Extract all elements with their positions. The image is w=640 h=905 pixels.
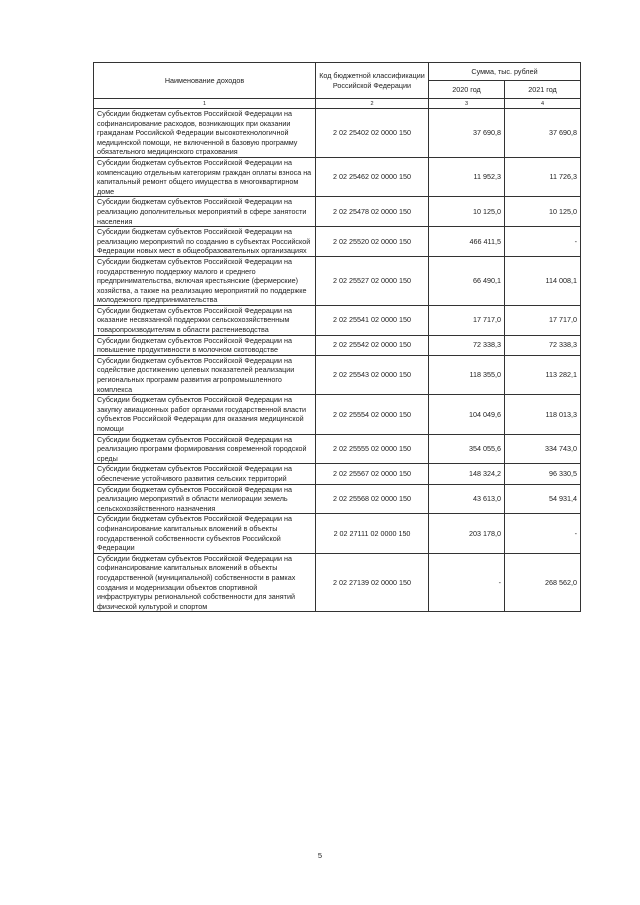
sum-2020: 43 613,0 [429,484,505,514]
budget-code: 2 02 27111 02 0000 150 [316,514,429,553]
table-row [94,514,581,553]
sum-2021: 10 125,0 [505,197,581,227]
budget-code: 2 02 25554 02 0000 150 [316,395,429,434]
budget-code: 2 02 25402 02 0000 150 [316,109,429,158]
revenue-name: Субсидии бюджетам субъектов Российской Федерации на повышение продуктивности в молочном скотоводстве [94,335,316,355]
header-code: Код бюджетной классификации Российской Федерации [316,63,429,99]
table-row [94,553,581,612]
revenue-name: Субсидии бюджетам субъектов Российской Федерации на реализацию дополнительных мероприятий в сфере занятости населения [94,197,316,227]
table-row [94,464,581,484]
budget-code: 2 02 25520 02 0000 150 [316,227,429,257]
budget-code: 2 02 25541 02 0000 150 [316,305,429,335]
revenue-name: Субсидии бюджетам субъектов Российской Федерации на оказание несвязанной поддержки сельскохозяйственным товаропроизводителям в области растениеводства [94,305,316,335]
budget-code: 2 02 25542 02 0000 150 [316,335,429,355]
sum-2020: 203 178,0 [429,514,505,553]
budget-code: 2 02 27139 02 0000 150 [316,553,429,612]
budget-code: 2 02 25555 02 0000 150 [316,434,429,464]
sum-2021: 268 562,0 [505,553,581,612]
sum-2021: 11 726,3 [505,157,581,196]
budget-code: 2 02 25527 02 0000 150 [316,256,429,305]
table-row [94,355,581,394]
sum-2021: - [505,514,581,553]
budget-code: 2 02 25568 02 0000 150 [316,484,429,514]
revenue-name: Субсидии бюджетам субъектов Российской Федерации на обеспечение устойчивого развития сельских территорий [94,464,316,484]
budget-code: 2 02 25543 02 0000 150 [316,355,429,394]
header-name: Наименование доходов [94,63,316,99]
sum-2021: 37 690,8 [505,109,581,158]
sum-2020: 466 411,5 [429,227,505,257]
sum-2021: 96 330,5 [505,464,581,484]
revenue-name: Субсидии бюджетам субъектов Российской Федерации на содействие достижению целевых показателей реализации региональных программ развития агропромышленного комплекса [94,355,316,394]
table-row [94,484,581,514]
revenue-name: Субсидии бюджетам субъектов Российской Федерации на реализацию мероприятий по созданию в субъектах Российской Федерации новых мест в общеобразовательных организациях [94,227,316,257]
sum-2020: 354 055,6 [429,434,505,464]
table-row [94,256,581,305]
col-number: 3 [429,99,505,109]
col-number: 1 [94,99,316,109]
table-row [94,395,581,434]
budget-code: 2 02 25462 02 0000 150 [316,157,429,196]
sum-2021: 334 743,0 [505,434,581,464]
sum-2021: 17 717,0 [505,305,581,335]
sum-2021: 113 282,1 [505,355,581,394]
sum-2021: 72 338,3 [505,335,581,355]
table-row [94,197,581,227]
table-row [94,434,581,464]
sum-2020: 72 338,3 [429,335,505,355]
budget-code: 2 02 25567 02 0000 150 [316,464,429,484]
sum-2021: 114 008,1 [505,256,581,305]
sum-2020: 118 355,0 [429,355,505,394]
revenue-name: Субсидии бюджетам субъектов Российской Федерации на софинансирование капитальных вложений в объекты государственной собственности субъектов Российской Федерации [94,514,316,553]
header-year-2021: 2021 год [505,81,581,99]
sum-2021: - [505,227,581,257]
sum-2021: 54 931,4 [505,484,581,514]
sum-2020: 104 049,6 [429,395,505,434]
sum-2020: 37 690,8 [429,109,505,158]
sum-2020: 148 324,2 [429,464,505,484]
sum-2020: 10 125,0 [429,197,505,227]
sum-2020: 11 952,3 [429,157,505,196]
sum-2020: 66 490,1 [429,256,505,305]
budget-code: 2 02 25478 02 0000 150 [316,197,429,227]
revenue-name: Субсидии бюджетам субъектов Российской Федерации на софинансирование расходов, возникающих при оказании гражданам Российской Федерации высокотехнологичной медицинской помощи, не включенной в базовую программу обязательного медицинского страхования [94,109,316,158]
page-number: 5 [317,851,323,860]
revenue-name: Субсидии бюджетам субъектов Российской Федерации на реализацию мероприятий в области мелиорации земель сельскохозяйственного назначения [94,484,316,514]
revenue-name: Субсидии бюджетам субъектов Российской Федерации на реализацию программ формирования современной городской среды [94,434,316,464]
table-body [94,109,581,612]
revenue-name: Субсидии бюджетам субъектов Российской Федерации на закупку авиационных работ органами государственной власти субъектов Российской Федерации для оказания медицинской помощи [94,395,316,434]
table-row [94,109,581,158]
table-row [94,157,581,196]
header-year-2020: 2020 год [429,81,505,99]
header-sum: Сумма, тыс. рублей [429,63,581,81]
col-number: 2 [316,99,429,109]
sum-2020: - [429,553,505,612]
sum-2021: 118 013,3 [505,395,581,434]
revenue-name: Субсидии бюджетам субъектов Российской Федерации на государственную поддержку малого и среднего предпринимательства, включая крестьянские (фермерские) хозяйства, а также на реализацию мероприятий по поддержке молодежного предпринимательства [94,256,316,305]
revenue-table [93,62,581,612]
table-row [94,335,581,355]
col-number: 4 [505,99,581,109]
sum-2020: 17 717,0 [429,305,505,335]
revenue-name: Субсидии бюджетам субъектов Российской Федерации на софинансирование капитальных вложений в объекты государственной (муниципальной) собственности в рамках создания и модернизации объектов спортивной инфраструктуры региональной собственности для занятий физической культурой и спортом [94,553,316,612]
table-row [94,305,581,335]
table-row [94,227,581,257]
revenue-name: Субсидии бюджетам субъектов Российской Федерации на компенсацию отдельным категориям граждан оплаты взноса на капитальный ремонт общего имущества в многоквартирном доме [94,157,316,196]
